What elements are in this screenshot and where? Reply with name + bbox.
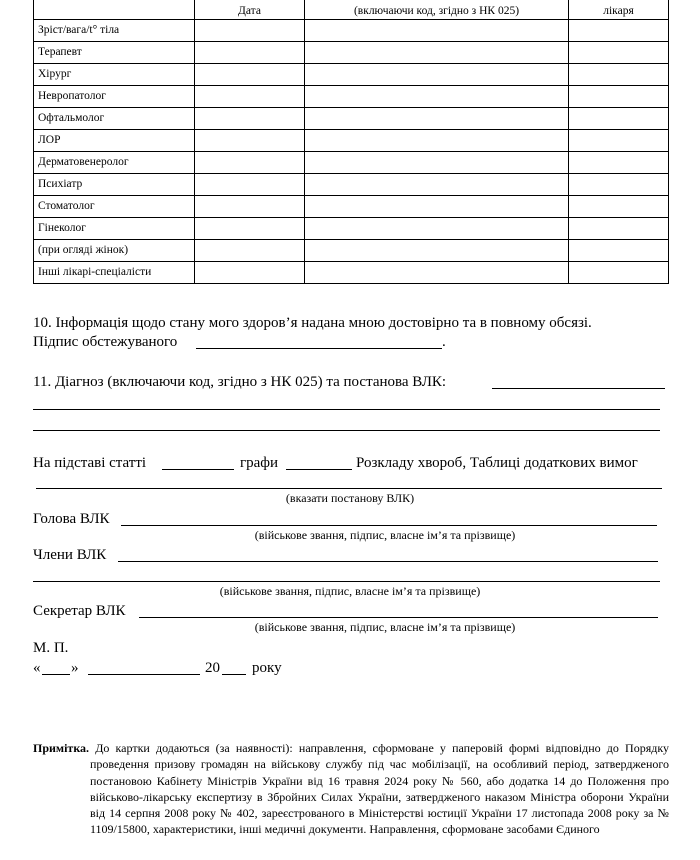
diagnosis-cell[interactable] [305, 152, 569, 174]
row-label: Інші лікарі-спеціалісти [34, 262, 195, 284]
members-vlk-line-1[interactable] [118, 561, 658, 562]
row-label: ЛОР [34, 130, 195, 152]
table-row [34, 196, 669, 218]
diagnosis-cell[interactable] [305, 218, 569, 240]
doctor-cell[interactable] [569, 86, 669, 108]
vlk-decision-line[interactable] [36, 488, 662, 489]
table-row [34, 20, 669, 42]
doctor-cell[interactable] [569, 262, 669, 284]
header-diagnosis-label: (включаючи код, згідно з НК 025) [353, 5, 520, 17]
diagnosis-line-2[interactable] [33, 409, 660, 410]
date-cell[interactable] [195, 86, 305, 108]
table-row [34, 152, 669, 174]
date-quote-close: » [71, 660, 79, 676]
medical-exam-table [33, 0, 669, 284]
row-label: Гінеколог [34, 218, 195, 240]
doctor-cell[interactable] [569, 42, 669, 64]
header-cell-diagnosis [305, 0, 569, 20]
table-row [34, 218, 669, 240]
note-label: Примітка. [33, 741, 90, 755]
date-cell[interactable] [195, 152, 305, 174]
diagnosis-cell[interactable] [305, 20, 569, 42]
signature-line[interactable] [196, 348, 442, 349]
date-cell[interactable] [195, 262, 305, 284]
table-row [34, 64, 669, 86]
doctor-cell[interactable] [569, 108, 669, 130]
date-cell[interactable] [195, 174, 305, 196]
date-cell[interactable] [195, 64, 305, 86]
members-vlk-label: Члени ВЛК [33, 547, 107, 563]
diagnosis-cell[interactable] [305, 262, 569, 284]
members-vlk-caption: (військове звання, підпис, власне ім’я та прізвище) [219, 584, 481, 598]
table-header-row [34, 0, 669, 20]
date-cell[interactable] [195, 108, 305, 130]
secretary-vlk-line[interactable] [139, 617, 658, 618]
table-row [34, 108, 669, 130]
date-cell[interactable] [195, 218, 305, 240]
doctor-cell[interactable] [569, 64, 669, 86]
diagnosis-line-1[interactable] [492, 388, 665, 389]
doctor-cell[interactable] [569, 196, 669, 218]
diagnosis-cell[interactable] [305, 196, 569, 218]
row-label: Терапевт [34, 42, 195, 64]
row-label: Хірург [34, 64, 195, 86]
table-row [34, 174, 669, 196]
stamp-place-label: М. П. [33, 640, 69, 656]
date-cell[interactable] [195, 240, 305, 262]
basis-article-label: На підставі статті [33, 455, 147, 471]
date-year-prefix: 20 [205, 660, 220, 676]
signature-label: Підпис обстежуваного [33, 334, 178, 350]
row-label: Зріст/вага/t° тіла [34, 20, 195, 42]
date-cell[interactable] [195, 42, 305, 64]
row-label: Дерматовенеролог [34, 152, 195, 174]
members-vlk-line-2[interactable] [33, 581, 660, 582]
row-label: Психіатр [34, 174, 195, 196]
head-vlk-label: Голова ВЛК [33, 511, 110, 527]
doctor-cell[interactable] [569, 152, 669, 174]
table-row [34, 42, 669, 64]
diagnosis-cell[interactable] [305, 240, 569, 262]
item-11-diagnosis-label: 11. Діагноз (включаючи код, згідно з НК 025) та постанова ВЛК: [33, 374, 447, 390]
header-doctor-label: лікаря [603, 5, 634, 17]
secretary-vlk-caption: (військове звання, підпис, власне ім’я та прізвище) [254, 620, 516, 634]
basis-schedule-label: Розкладу хвороб, Таблиці додаткових вимог [356, 455, 638, 471]
column-number-line[interactable] [286, 469, 352, 470]
header-cell-specialist [34, 0, 195, 20]
diagnosis-cell[interactable] [305, 86, 569, 108]
date-month-line[interactable] [88, 674, 200, 675]
doctor-cell[interactable] [569, 218, 669, 240]
header-cell-doctor [569, 0, 669, 20]
diagnosis-cell[interactable] [305, 108, 569, 130]
table-row [34, 130, 669, 152]
diagnosis-cell[interactable] [305, 174, 569, 196]
date-cell[interactable] [195, 20, 305, 42]
header-cell-date [195, 0, 305, 20]
head-vlk-line[interactable] [121, 525, 657, 526]
date-cell[interactable] [195, 130, 305, 152]
diagnosis-cell[interactable] [305, 42, 569, 64]
note-text: До картки додаються (за наявності): направлення, сформоване у паперовій формі відповідно до Порядку проведення призову громадян на військову службу під час мобілізації, на особливий період, затвердженого постановою Кабінету Міністрів України від 16 травня 2024 року № 560, або додатка 14 до Положення про військово-лікарську експертизу в Збройних Силах України, затвердженого наказом Міністра оборони України від 14 серпня 2008 року № 402, зареєстрованого в Міністерстві юстиції України 17 листопада 2008 року за № 1109/15800, характеристики, інші медичні документи. Направлення, сформоване засобами Єдиного [90, 741, 670, 837]
table-row [34, 262, 669, 284]
doctor-cell[interactable] [569, 130, 669, 152]
item-10-statement: 10. Інформація щодо стану мого здоров’я надана мною достовірно та в повному обсязі. [33, 315, 592, 331]
date-day-line[interactable] [42, 674, 70, 675]
vlk-decision-caption: (вказати постанову ВЛК) [285, 491, 415, 505]
basis-column-label: графи [240, 455, 279, 471]
date-cell[interactable] [195, 196, 305, 218]
date-year-line[interactable] [222, 674, 246, 675]
date-year-suffix: року [252, 660, 282, 676]
table-row [34, 86, 669, 108]
table-row [34, 240, 669, 262]
diagnosis-cell[interactable] [305, 130, 569, 152]
row-label: Стоматолог [34, 196, 195, 218]
row-label: Офтальмолог [34, 108, 195, 130]
doctor-cell[interactable] [569, 240, 669, 262]
row-label: (при огляді жінок) [34, 240, 195, 262]
header-date-label: Дата [238, 5, 261, 17]
secretary-vlk-label: Секретар ВЛК [33, 603, 126, 619]
date-quote-open: « [33, 660, 41, 676]
row-label: Невропатолог [34, 86, 195, 108]
doctor-cell[interactable] [569, 174, 669, 196]
signature-end: . [442, 334, 446, 350]
head-vlk-caption: (військове звання, підпис, власне ім’я та прізвище) [254, 528, 516, 542]
article-number-line[interactable] [162, 469, 234, 470]
diagnosis-cell[interactable] [305, 64, 569, 86]
note-block [33, 740, 669, 838]
doctor-cell[interactable] [569, 20, 669, 42]
diagnosis-line-3[interactable] [33, 430, 660, 431]
